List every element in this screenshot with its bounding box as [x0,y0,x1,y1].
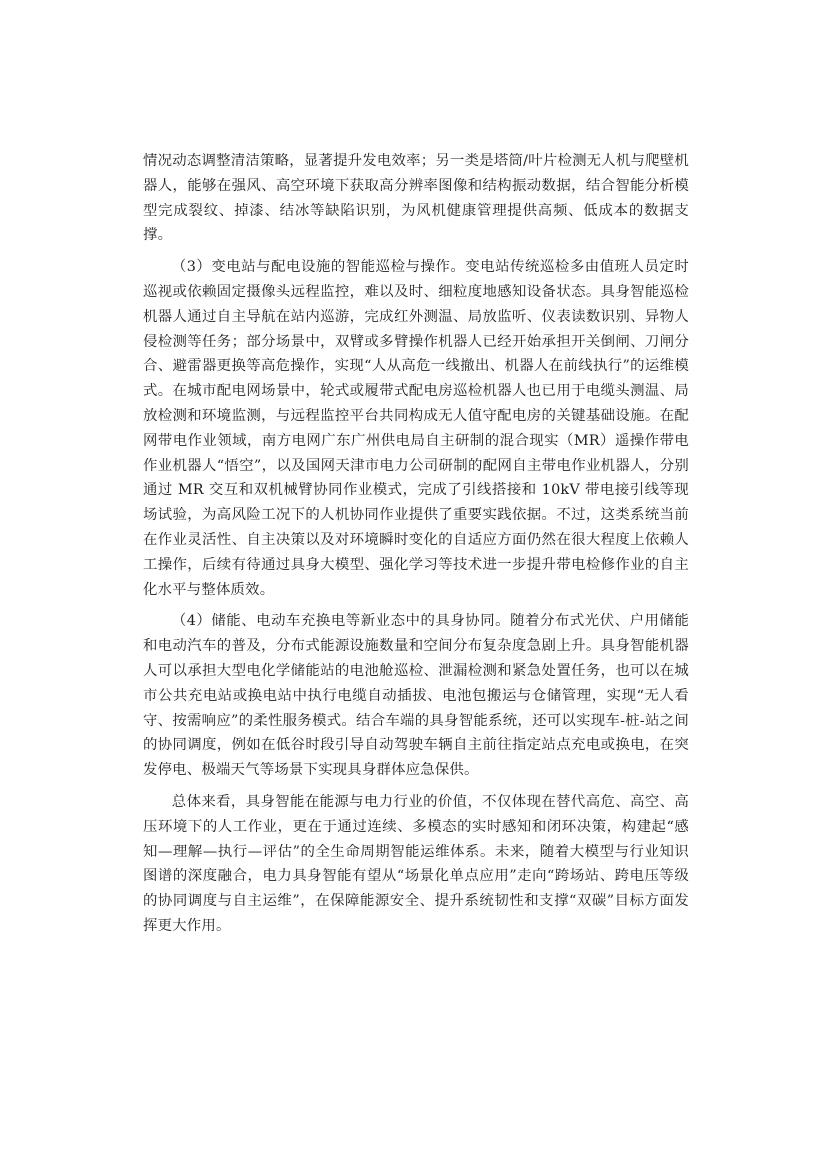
document-body [143,149,689,939]
paragraph-summary: 总体来看，具身智能在能源与电力行业的价值，不仅体现在替代高危、高空、高压环境下的人工作业，更在于通过连续、多模态的实时感知和闭环决策，构建起“感知—理解—执行—评估”的全生命周期智能运维体系。未来，随着大模型与行业知识图谱的深度融合，电力具身智能有望从“场景化单点应用”走向“跨场站、跨电压等级的协同调度与自主运维”，在保障能源安全、提升系统韧性和支撑“双碳”目标方面发挥更大作用。 [143,793,689,934]
paragraph-substation-inspection: （3）变电站与配电设施的智能巡检与操作。变电站传统巡检多由值班人员定时巡视或依赖固定摄像头远程监控，难以及时、细粒度地感知设备状态。具身智能巡检机器人通过自主导航在站内巡游，完成红外测温、局放监听、仪表读数识别、异物人侵检测等任务；部分场景中，双臂或多臂操作机器人已经开始承担开关倒闸、刀闸分合、避雷器更换等高危操作，实现“人从高危一线撤出、机器人在前线执行”的运维模式。在城市配电网场景中，轮式或履带式配电房巡检机器人也已用于电缆头测温、局放检测和环境监测，与远程监控平台共同构成无人值守配电房的关键基础设施。在配网带电作业领域，南方电网广东广州供电局自主研制的混合现实（MR）遥操作带电作业机器人“悟空”，以及国网天津市电力公司研制的配网自主带电作业机器人，分别通过 MR 交互和双机械臂协同作业模式，完成了引线搭接和 10kV 带电接引线等现场试验，为高风险工况下的人机协同作业提供了重要实践依据。不过，这类系统当前在作业灵活性、自主决策以及对环境瞬时变化的自适应方面仍然在很大程度上依赖人工操作，后续有待通过具身大模型、强化学习等技术进一步提升带电检修作业的自主化水平与整体质效。 [143,259,689,598]
paragraph-continued: 情况动态调整清洁策略，显著提升发电效率；另一类是塔筒/叶片检测无人机与爬壁机器人，能够在强风、高空环境下获取高分辨率图像和结构振动数据，结合智能分析模型完成裂纹、掉漆、结冰等缺陷识别，为风机健康管理提供高频、低成本的数据支撑。 [143,153,689,244]
paragraph-energy-storage: （4）储能、电动车充换电等新业态中的具身协同。随着分布式光伏、户用储能和电动汽车的普及，分布式能源设施数量和空间分布复杂度急剧上升。具身智能机器人可以承担大型电化学储能站的电池舱巡检、泄漏检测和紧急处置任务，也可以在城市公共充电站或换电站中执行电缆自动插拔、电池包搬运与仓储管理，实现“无人看守、按需响应”的柔性服务模式。结合车端的具身智能系统，还可以实现车-桩-站之间的协同调度，例如在低谷时段引导自动驾驶车辆自主前往指定站点充电或换电，在突发停电、极端天气等场景下实现具身群体应急保供。 [143,613,689,779]
